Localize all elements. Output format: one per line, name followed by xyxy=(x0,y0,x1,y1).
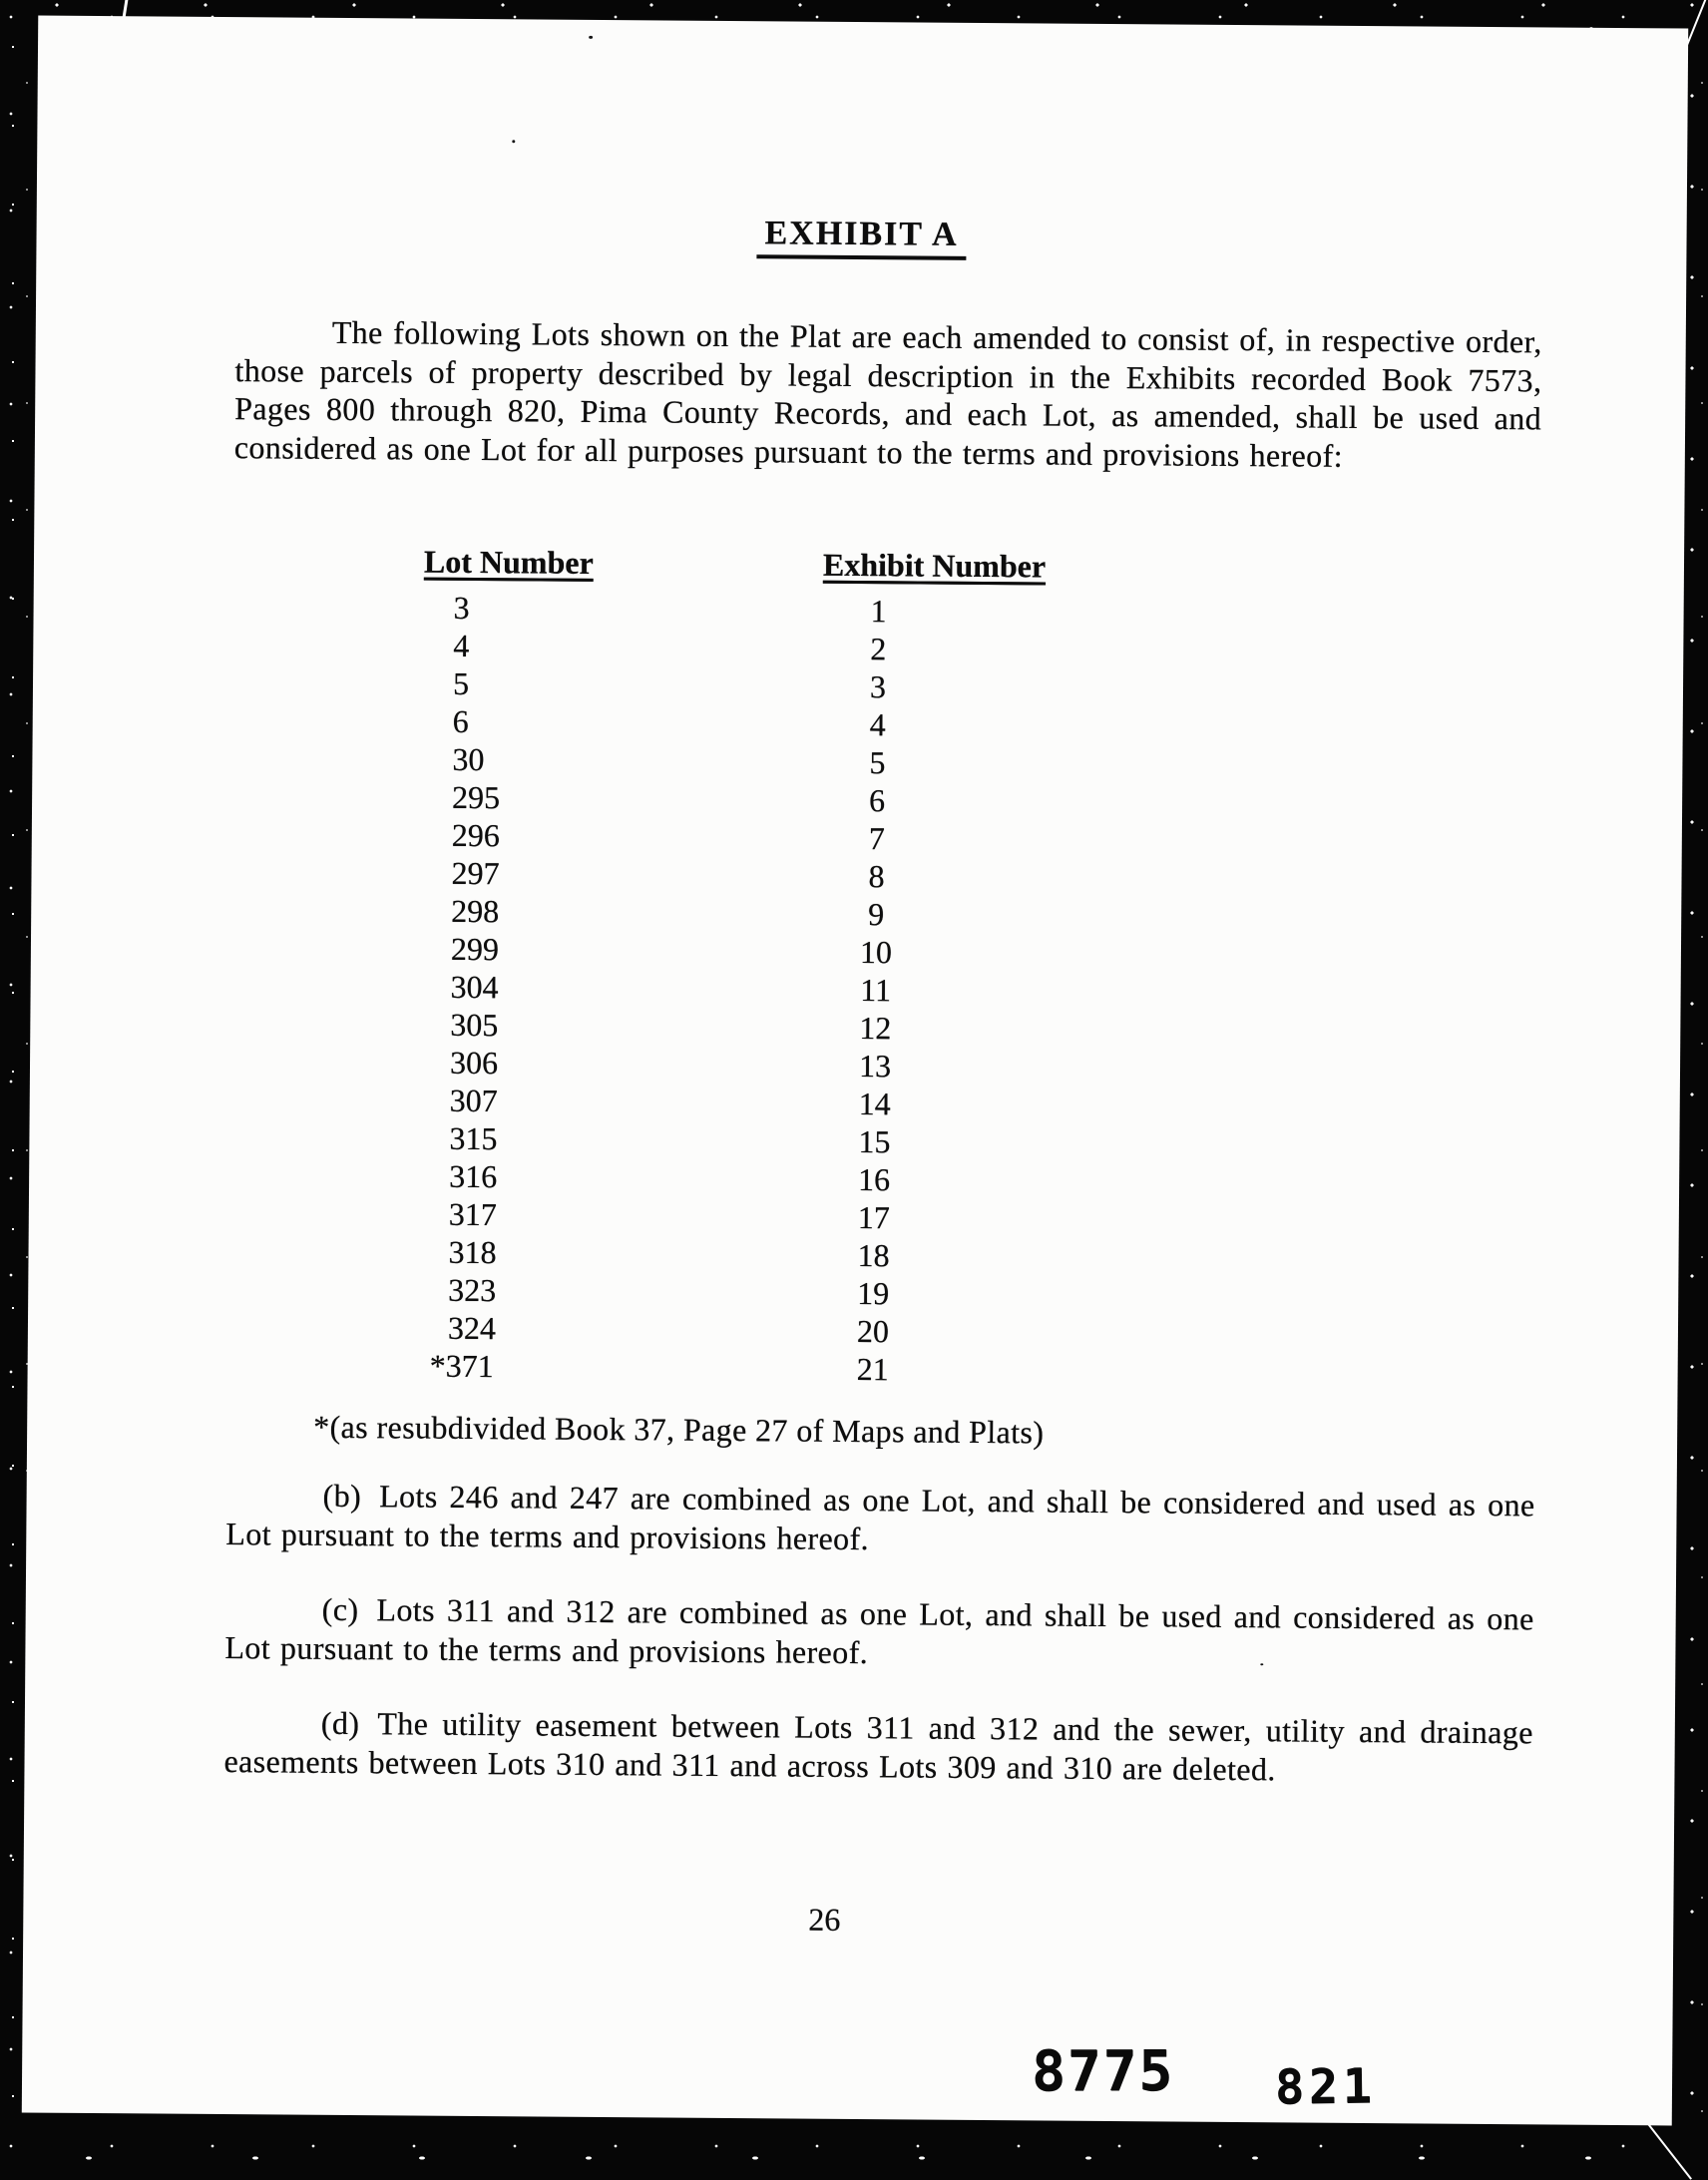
exhibit-number-cell: 5 xyxy=(869,744,886,781)
exhibit-number-cell: 8 xyxy=(868,858,885,895)
table-row xyxy=(422,778,1044,821)
table-row xyxy=(422,816,1044,859)
paragraph-b-label: (b) xyxy=(322,1477,362,1515)
table-row xyxy=(423,627,1045,669)
exhibit-number-cell: 2 xyxy=(870,631,887,667)
table-row xyxy=(418,1271,1040,1314)
table-row xyxy=(418,1309,1040,1352)
table-row xyxy=(419,1157,1041,1200)
lot-number-cell: *371 xyxy=(429,1347,494,1385)
table-row xyxy=(422,740,1044,783)
table-header-row xyxy=(424,544,1046,586)
lot-number-cell: 30 xyxy=(452,740,485,778)
paragraph-c xyxy=(224,1589,1534,1676)
lot-number-cell: 295 xyxy=(451,778,501,816)
exhibit-number-cell: 12 xyxy=(859,1010,892,1047)
stamp-8775: 8775 xyxy=(1032,2038,1175,2105)
table-row xyxy=(421,854,1043,897)
table-row xyxy=(423,664,1045,707)
table-row xyxy=(421,968,1043,1011)
paragraph-b xyxy=(225,1476,1535,1562)
page-number: 26 xyxy=(808,1901,841,1938)
table-row xyxy=(420,1006,1042,1049)
table-row xyxy=(421,930,1043,973)
table-row xyxy=(419,1119,1041,1162)
stamp-821: 821 xyxy=(1274,2058,1378,2116)
lot-number-cell: 299 xyxy=(450,930,500,968)
table-row xyxy=(423,589,1045,632)
table-row xyxy=(418,1347,1040,1390)
paragraph-d-text: The utility easement between Lots 311 and 312 and the sewer, utility and drainage easements between Lots 310 and 311 and across Lots 309 and 310 are deleted. xyxy=(223,1705,1533,1787)
exhibit-number-cell: 17 xyxy=(857,1199,890,1236)
paragraph-c-label: (c) xyxy=(321,1590,359,1628)
exhibit-number-cell: 3 xyxy=(869,668,887,705)
table-row xyxy=(418,1233,1040,1276)
exhibit-number-cell: 18 xyxy=(857,1237,890,1274)
paragraph-b-text: Lots 246 and 247 are combined as one Lot, and shall be considered and used as one Lot pursuant to the terms and provisions hereof. xyxy=(225,1478,1535,1556)
lot-number-cell: 307 xyxy=(449,1082,498,1119)
lot-number-cell: 317 xyxy=(448,1195,497,1233)
exhibit-number-cell: 19 xyxy=(857,1275,890,1312)
exhibit-number-header: Exhibit Number xyxy=(822,546,1047,585)
lot-number-cell: 306 xyxy=(449,1044,499,1082)
exhibit-number-cell: 7 xyxy=(868,820,885,857)
exhibit-number-cell: 4 xyxy=(869,706,886,743)
lot-number-cell: 297 xyxy=(451,854,500,892)
paragraph-c-text: Lots 311 and 312 are combined as one Lot, and shall be used and considered as one Lot pursuant to the terms and provisions hereof. xyxy=(224,1591,1534,1670)
table-row xyxy=(420,1082,1042,1124)
page-title-text: EXHIBIT A xyxy=(756,215,966,260)
lot-number-cell: 315 xyxy=(449,1119,498,1157)
table-row xyxy=(419,1195,1041,1238)
footnote: *(as resubdivided Book 37, Page 27 of Maps and Plats) xyxy=(313,1408,1045,1451)
lot-number-cell: 324 xyxy=(447,1309,497,1347)
lot-number-cell: 318 xyxy=(448,1233,497,1271)
lot-number-cell: 298 xyxy=(451,892,500,930)
exhibit-number-cell: 20 xyxy=(856,1313,890,1350)
document-page xyxy=(22,16,1688,2126)
table-row xyxy=(423,702,1045,745)
lot-exhibit-table-body xyxy=(418,589,1046,1390)
lot-number-cell: 5 xyxy=(452,664,470,701)
noise-speck xyxy=(512,140,515,143)
paragraph-d xyxy=(223,1703,1533,1790)
paragraph-d-label: (d) xyxy=(320,1704,360,1742)
lot-number-cell: 6 xyxy=(452,702,469,739)
lot-number-header: Lot Number xyxy=(423,543,594,581)
intro-paragraph: The following Lots shown on the Plat are each amended to consist of, in respective order, those parcels of property described by legal description in the Exhibits recorded Book 7573, Pages 800 through 820, Pima County Records, and each Lot, as amended, shall be used and considered as one Lot for all purposes pursuant to the terms and provisions hereof: xyxy=(233,313,1542,474)
noise-speck xyxy=(589,36,593,39)
exhibit-number-cell: 16 xyxy=(858,1161,891,1198)
exhibit-number-cell: 15 xyxy=(858,1123,891,1160)
lot-number-cell: 305 xyxy=(450,1006,499,1044)
exhibit-number-cell: 10 xyxy=(859,934,893,971)
lot-number-cell: 304 xyxy=(450,968,499,1006)
exhibit-number-cell: 21 xyxy=(856,1351,889,1388)
exhibit-number-cell: 1 xyxy=(870,593,887,630)
exhibit-number-cell: 11 xyxy=(860,972,892,1009)
exhibit-number-cell: 6 xyxy=(868,782,886,819)
table-row xyxy=(421,892,1043,935)
exhibit-number-cell: 9 xyxy=(868,896,885,933)
exhibit-number-cell: 13 xyxy=(858,1048,892,1085)
lot-number-cell: 316 xyxy=(449,1157,498,1195)
lot-number-cell: 4 xyxy=(453,627,470,663)
lot-exhibit-table xyxy=(418,544,1047,1390)
lot-number-cell: 3 xyxy=(453,589,470,626)
page-title xyxy=(36,210,1686,260)
lot-number-cell: 323 xyxy=(448,1271,497,1309)
exhibit-number-cell: 14 xyxy=(858,1086,891,1122)
table-row xyxy=(420,1044,1042,1087)
lot-number-cell: 296 xyxy=(451,816,500,854)
